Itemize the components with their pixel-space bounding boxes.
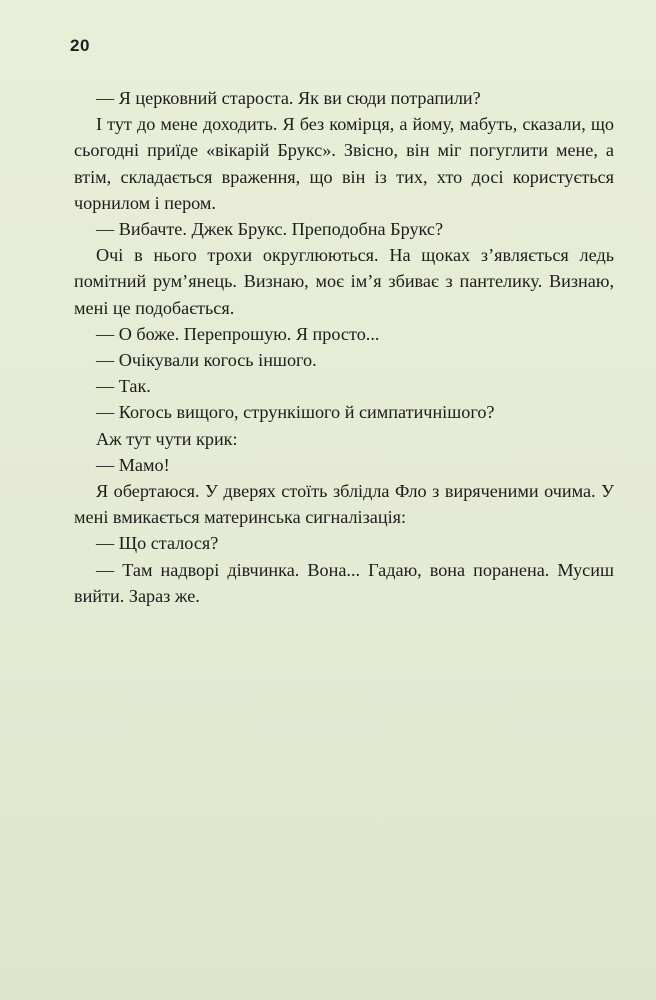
paragraph-10: — Мамо! (96, 454, 170, 475)
paragraph-4: Очі в нього трохи округлюються. На щоках з’являється ледь помітний рум’янець. Визнаю, моє ім’я збиває з пантелику. Визнаю, мені це подобається. (74, 245, 614, 318)
paragraph-7: — Так. (96, 376, 151, 397)
paragraph-9: Аж тут чути крик: (96, 428, 238, 449)
paragraph-1: — Я церковний староста. Як ви сюди потрапили? (96, 88, 481, 108)
paragraph-13: — Там надворі дівчинка. Вона... Гадаю, вона поранена. Мусиш вийти. Зараз же. (74, 559, 614, 606)
paragraph-8: — Когось вищого, стрункішого й симпатичнішого? (96, 402, 495, 423)
paragraph-2: І тут до мене доходить. Я без комірця, а йому, мабуть, сказали, що сьогодні приїде «вікарій Брукс». Звісно, він міг погуглити мене, а втім, складається враження, що він із тих, хто досі користується чорнилом і пером. (74, 114, 614, 213)
paragraph-6: — Очікували когось іншого. (96, 350, 317, 371)
paragraph-3: — Вибачте. Джек Брукс. Преподобна Брукс? (96, 219, 444, 240)
page-number: 20 (70, 36, 90, 55)
paragraph-12: — Що сталося? (96, 533, 219, 554)
paragraph-11: Я обертаюся. У дверях стоїть зблідла Фло з виряченими очима. У мені вмикається материнська сигналізація: (74, 481, 614, 528)
body-text (74, 85, 614, 609)
paragraph-5: — О боже. Перепрошую. Я просто... (96, 323, 380, 344)
